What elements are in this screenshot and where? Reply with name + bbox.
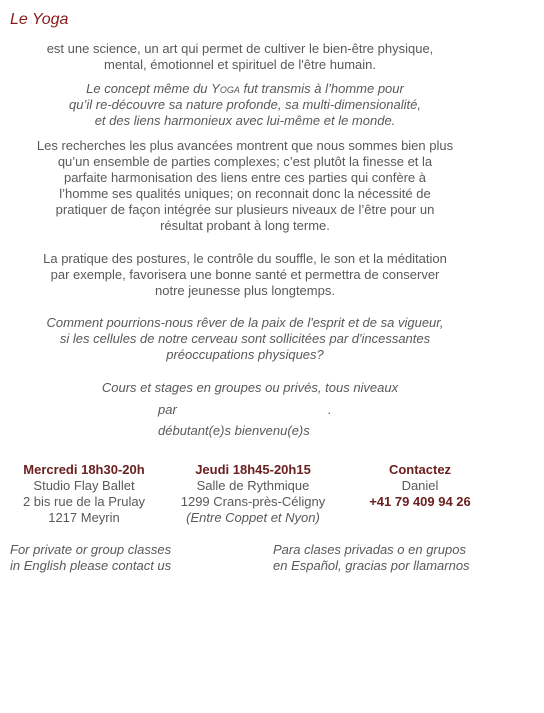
schedule-line: Salle de Rythmique <box>196 478 310 493</box>
question-line: si les cellules de notre cerveau sont sollicitées par d'incessantes <box>59 331 431 346</box>
schedule-note: (Entre Coppet et Nyon) <box>186 510 320 525</box>
practice-paragraph <box>0 251 490 299</box>
question-line: Comment pourrions-nous rêver de la paix de l'esprit et de sa vigueur, <box>46 315 444 330</box>
intro-line: est une science, un art qui permet de cultiver le bien-être physique, <box>46 41 434 56</box>
concept-paragraph <box>0 81 490 129</box>
spanish-line: en Español, gracias por llamarnos <box>273 558 470 573</box>
courses-line: Cours et stages en groupes ou privés, tous niveaux <box>101 380 399 395</box>
intro-line: mental, émotionnel et spirituel de l'être humain. <box>103 57 377 72</box>
practice-line: par exemple, favorisera une bonne santé et permettra de conserver <box>50 267 440 282</box>
courses-par: par <box>158 402 177 417</box>
schedule-heading: Jeudi 18h45-20h15 <box>195 462 311 477</box>
research-line: parfaite harmonisation des liens entre ces parties qui confère à <box>63 170 427 185</box>
research-line: qu’un ensemble de parties complexes; c’est plutôt la finesse et la <box>57 154 433 169</box>
concept-yoga-word: Yoga <box>211 81 240 96</box>
intro-paragraph <box>0 41 480 73</box>
practice-line: notre jeunesse plus longtemps. <box>155 283 335 298</box>
schedule-line: 1299 Crans-près-Céligny <box>180 494 326 509</box>
research-line: résultat probant à long terme. <box>160 218 330 233</box>
schedule-thursday <box>167 462 339 526</box>
page-title: Le Yoga <box>10 11 69 28</box>
english-note <box>10 542 171 574</box>
practice-line: La pratique des postures, le contrôle du souffle, le son et la méditation <box>43 251 447 266</box>
english-line: For private or group classes <box>10 542 172 557</box>
schedule-contact <box>350 462 490 510</box>
contact-name: Daniel <box>401 478 439 493</box>
english-line: in English please contact us <box>10 558 172 573</box>
contact-phone[interactable]: +41 79 409 94 26 <box>369 494 471 509</box>
research-paragraph <box>0 138 490 234</box>
research-line: pratiquer de façon intégrée sur plusieurs niveaux de l’être pour un <box>55 202 435 217</box>
concept-pre: Le concept même du <box>86 81 212 96</box>
concept-line: et des liens harmonieux avec lui-même et le monde. <box>94 113 396 128</box>
courses-dot: . <box>328 402 332 417</box>
courses-beginners: débutant(e)s bienvenu(e)s <box>158 423 310 438</box>
research-line: l’homme ses qualités uniques; on reconnait donc la nécessité de <box>59 186 431 201</box>
schedule-line: 2 bis rue de la Prulay <box>22 494 146 509</box>
research-line: Les recherches les plus avancées montrent que nous sommes bien plus <box>36 138 454 153</box>
schedule-line: 1217 Meyrin <box>48 510 120 525</box>
spanish-note <box>273 542 470 574</box>
question-paragraph <box>0 315 490 363</box>
concept-line <box>0 81 490 97</box>
schedule-heading: Contactez <box>388 462 452 477</box>
question-line: préoccupations physiques? <box>166 347 324 362</box>
spanish-line: Para clases privadas o en grupos <box>273 542 466 557</box>
concept-post: fut transmis à l’homme pour <box>239 81 404 96</box>
schedule-wednesday <box>8 462 160 526</box>
schedule-heading: Mercredi 18h30-20h <box>23 462 145 477</box>
concept-line: qu’il re-découvre sa nature profonde, sa multi-dimensionalité, <box>69 97 421 112</box>
schedule-line: Studio Flay Ballet <box>33 478 135 493</box>
